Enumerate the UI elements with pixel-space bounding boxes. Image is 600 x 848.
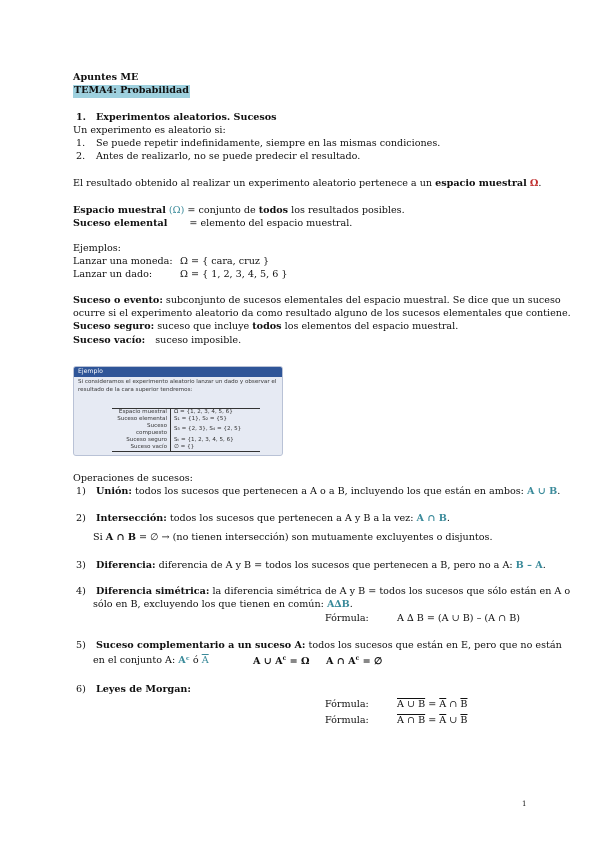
formula-label: Fórmula: — [325, 613, 369, 624]
result-paragraph: El resultado obtenido al realizar un experimento aleatorio pertenece a un espacio muestral Ω. — [73, 178, 542, 189]
doc-subtitle: TEMA4: Probabilidad — [74, 85, 189, 96]
example-value: Ω = { 1, 2, 3, 4, 5, 6 } — [180, 269, 288, 280]
list-item: 2. Antes de realizarlo, no se puede predecir el resultado. — [76, 151, 361, 162]
op-diferencia-simetrica: 4) Diferencia simétrica: la diferencia simétrica de A y B = todos los sucesos que sólo están en A o — [76, 586, 571, 597]
op-union: 1) Unión: todos los sucesos que pertenecen a A o a B, incluyendo los que están en ambos: A ∪ B. — [76, 486, 561, 497]
formula-morgan-1: A ∪ $B = \overline{A}$ ∩ $\overline{B}$ — [397, 699, 468, 710]
def-suceso-seguro: Suceso seguro: suceso que incluye todos los elementos del espacio muestral. — [73, 321, 459, 332]
formula-complemento-interseccion: A ∩ $A^c$ = ∅ — [326, 655, 383, 668]
table-row: Espacio muestral Ω = {1, 2, 3, 4, 5, 6} — [112, 409, 260, 416]
formula-label: Fórmula: — [325, 715, 369, 726]
def-suceso: Suceso o evento: subconjunto de sucesos elementales del espacio muestral. Se dice que un suceso — [73, 295, 561, 306]
op-complementario-cont: en el conjunto A: Aᶜ ó $\overline{A}$ — [93, 655, 209, 666]
example-value: Ω = { cara, cruz } — [180, 256, 270, 267]
op-diferencia: 3) Diferencia: diferencia de A y B = todos los sucesos que pertenecen a B, pero no a A: B – A. — [76, 560, 546, 571]
op-interseccion: 2) Intersección: todos los sucesos que pertenecen a A y B a la vez: A ∩ B. — [76, 513, 450, 524]
section-title: 1. Experimentos aleatorios. Sucesos — [76, 112, 277, 123]
def-espacio-muestral: Espacio muestral (Ω) = conjunto de todos los resultados posibles. — [73, 205, 405, 216]
examples-heading: Ejemplos: — [73, 243, 121, 254]
formula-diferencia-simetrica: A ∆ B = (A ∪ B) – (A ∩ B) — [397, 613, 521, 624]
formula-morgan-2: A ∩ $B = \overline{A}$ ∪ $\overline{B}$ — [397, 715, 468, 726]
table-row: Suceso seguro Sₜ = {1, 2, 3, 4, 5, 6} — [112, 437, 260, 444]
example-row: Lanzar una moneda: — [73, 256, 173, 267]
doc-title: Apuntes ME — [73, 72, 139, 83]
formula-label: Fórmula: — [325, 699, 369, 710]
example-row: Lanzar un dado: — [73, 269, 153, 280]
table-row: Suceso compuesto S₃ = {2, 3}, S₄ = {2, 5} — [112, 423, 260, 437]
example-box — [73, 366, 283, 456]
ops-heading: Operaciones de sucesos: — [73, 473, 193, 484]
op-morgan: 6) Leyes de Morgan: — [76, 684, 191, 695]
table-row: Suceso elemental S₁ = {1}, S₂ = {5} — [112, 416, 260, 423]
list-item: 1. Se puede repetir indefinidamente, siempre en las mismas condiciones. — [76, 138, 441, 149]
example-box-text: Si consideramos el experimento aleatorio lanzar un dado y observar el resultado de la cara superior tendremos: — [78, 379, 277, 393]
op-interseccion-note: Si A ∩ B = ∅ → (no tienen intersección) son mutuamente excluyentes o disjuntos. — [93, 532, 493, 543]
table-row: Suceso vacío ∅ = {} — [112, 444, 260, 451]
section-intro: Un experimento es aleatorio si: — [73, 125, 226, 136]
page-number: 1 — [522, 800, 527, 808]
op-complementario: 5) Suceso complementario a un suceso A: todos los sucesos que están en E, pero que no están — [76, 640, 562, 651]
example-box-header: Ejemplo — [74, 367, 282, 377]
formula-complemento-union: A ∪ $A^c = \Omega$ — [253, 655, 310, 668]
example-box-table — [112, 408, 260, 452]
def-suceso-cont: ocurre si el experimento aleatorio da como resultado alguno de los sucesos elementales que contiene. — [73, 308, 571, 319]
def-suceso-elemental: Suceso elemental = elemento del espacio muestral. — [73, 218, 353, 229]
op-diferencia-simetrica-cont: sólo en B, excluyendo los que tienen en común: A∆B. — [93, 599, 353, 610]
def-suceso-vacio: Suceso vacío: suceso imposible. — [73, 335, 242, 346]
